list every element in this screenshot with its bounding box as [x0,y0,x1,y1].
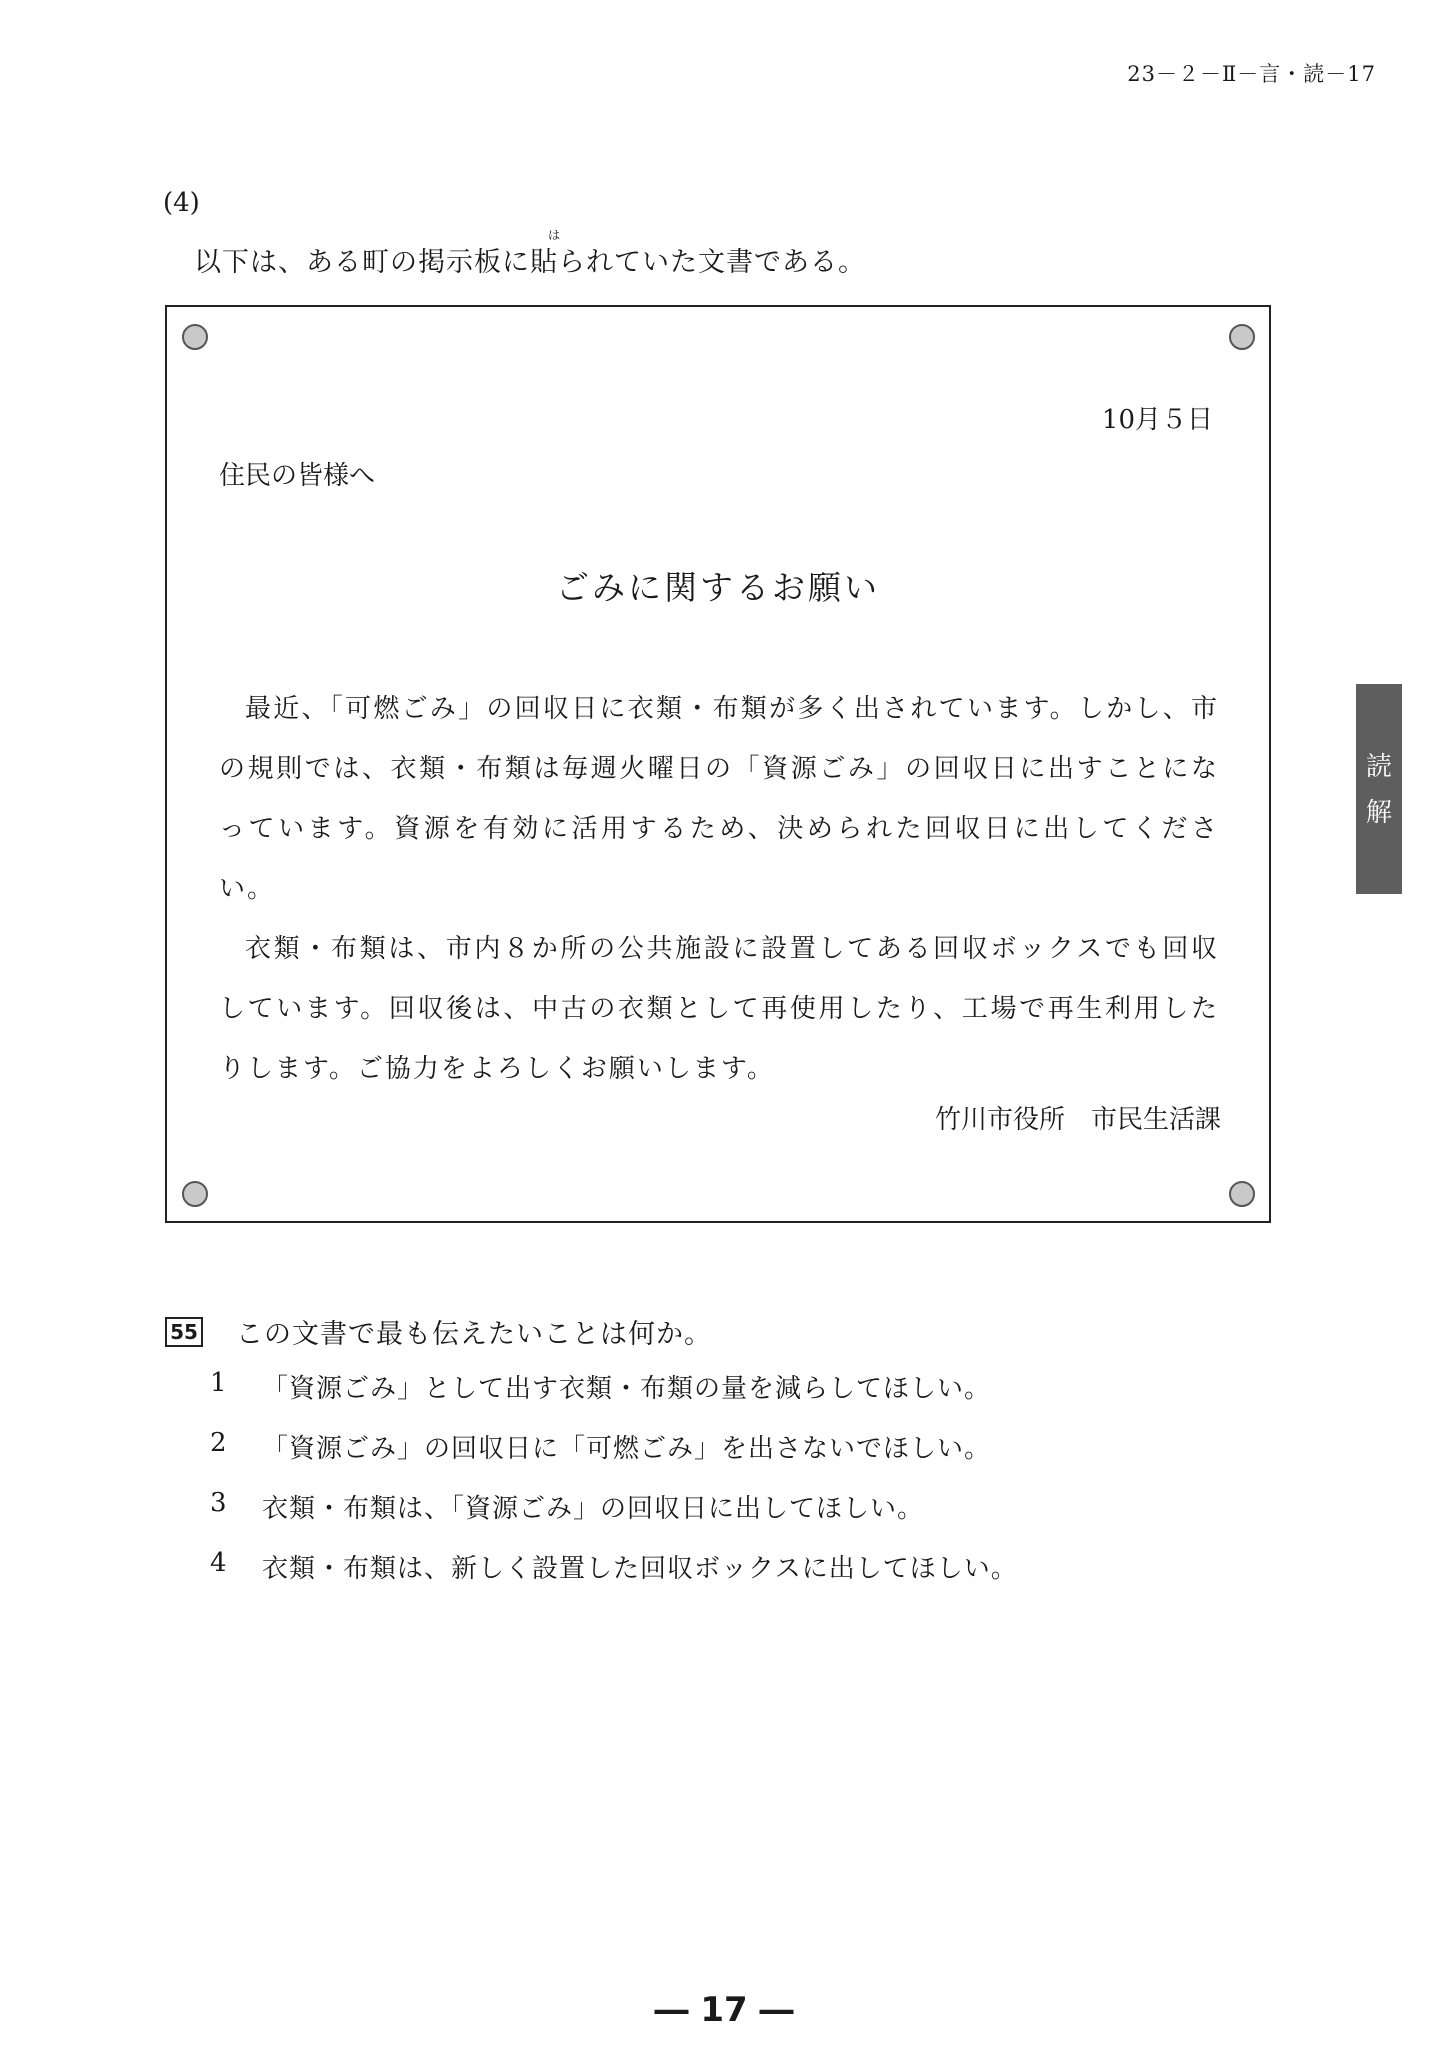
notice-date: 10月５日 [1101,405,1213,435]
pin-icon [182,1181,208,1207]
question-text: この文書で最も伝えたいことは何か。 [236,1319,712,1350]
answer-option[interactable] [210,1428,1018,1488]
pin-icon [1229,1181,1255,1207]
option-number: 2 [210,1428,228,1458]
section-number: (4) [163,188,200,218]
option-number: 1 [210,1368,228,1398]
option-text: 衣類・布類は、新しく設置した回収ボックスに出してほしい。 [262,1554,1018,1584]
pin-icon [1229,324,1255,350]
notice-paragraph: 衣類・布類は、市内８か所の公共施設に設置してある回収ボックスでも回収しています。回収後は、中古の衣類として再使用したり、工場で再生利用したりします。ご協力をよろしくお願いします。 [219,934,1219,1084]
section-intro: 以下は、ある町の掲示板に貼られていた文書である。 [194,247,866,278]
option-text: 「資源ごみ」の回収日に「可燃ごみ」を出さないでほしい。 [262,1434,992,1464]
question-number: 55 [165,1317,203,1347]
notice-paragraph: 最近、「可燃ごみ」の回収日に衣類・布類が多く出されています。しかし、市の規則では、衣類・布類は毎週火曜日の「資源ごみ」の回収日に出すことになっています。資源を有効に活用するため、決められた回収日に出してください。 [219,694,1219,904]
notice-signature: 竹川市役所 市民生活課 [934,1105,1221,1135]
answer-option[interactable] [210,1548,1018,1608]
option-number: 3 [210,1488,228,1518]
notice-title: ごみに関するお願い [556,568,880,607]
answer-option[interactable] [210,1488,1018,1548]
section-side-tab [1356,684,1402,894]
notice-board [165,305,1271,1223]
option-text: 衣類・布類は、「資源ごみ」の回収日に出してほしい。 [262,1494,925,1524]
notice-greeting: 住民の皆様へ [219,461,376,491]
option-text: 「資源ごみ」として出す衣類・布類の量を減らしてほしい。 [262,1374,992,1404]
option-number: 4 [210,1548,228,1578]
page-number: ― 17 ― [654,1990,794,2030]
side-tab-char: 解 [1365,798,1392,828]
notice-body [219,679,1219,1099]
exam-code: 23－２－Ⅱ－言・読－17 [1127,62,1376,86]
answer-option[interactable] [210,1368,1018,1428]
furigana: は [548,228,561,242]
answer-options [210,1368,1018,1608]
pin-icon [182,324,208,350]
side-tab-char: 読 [1365,752,1392,782]
